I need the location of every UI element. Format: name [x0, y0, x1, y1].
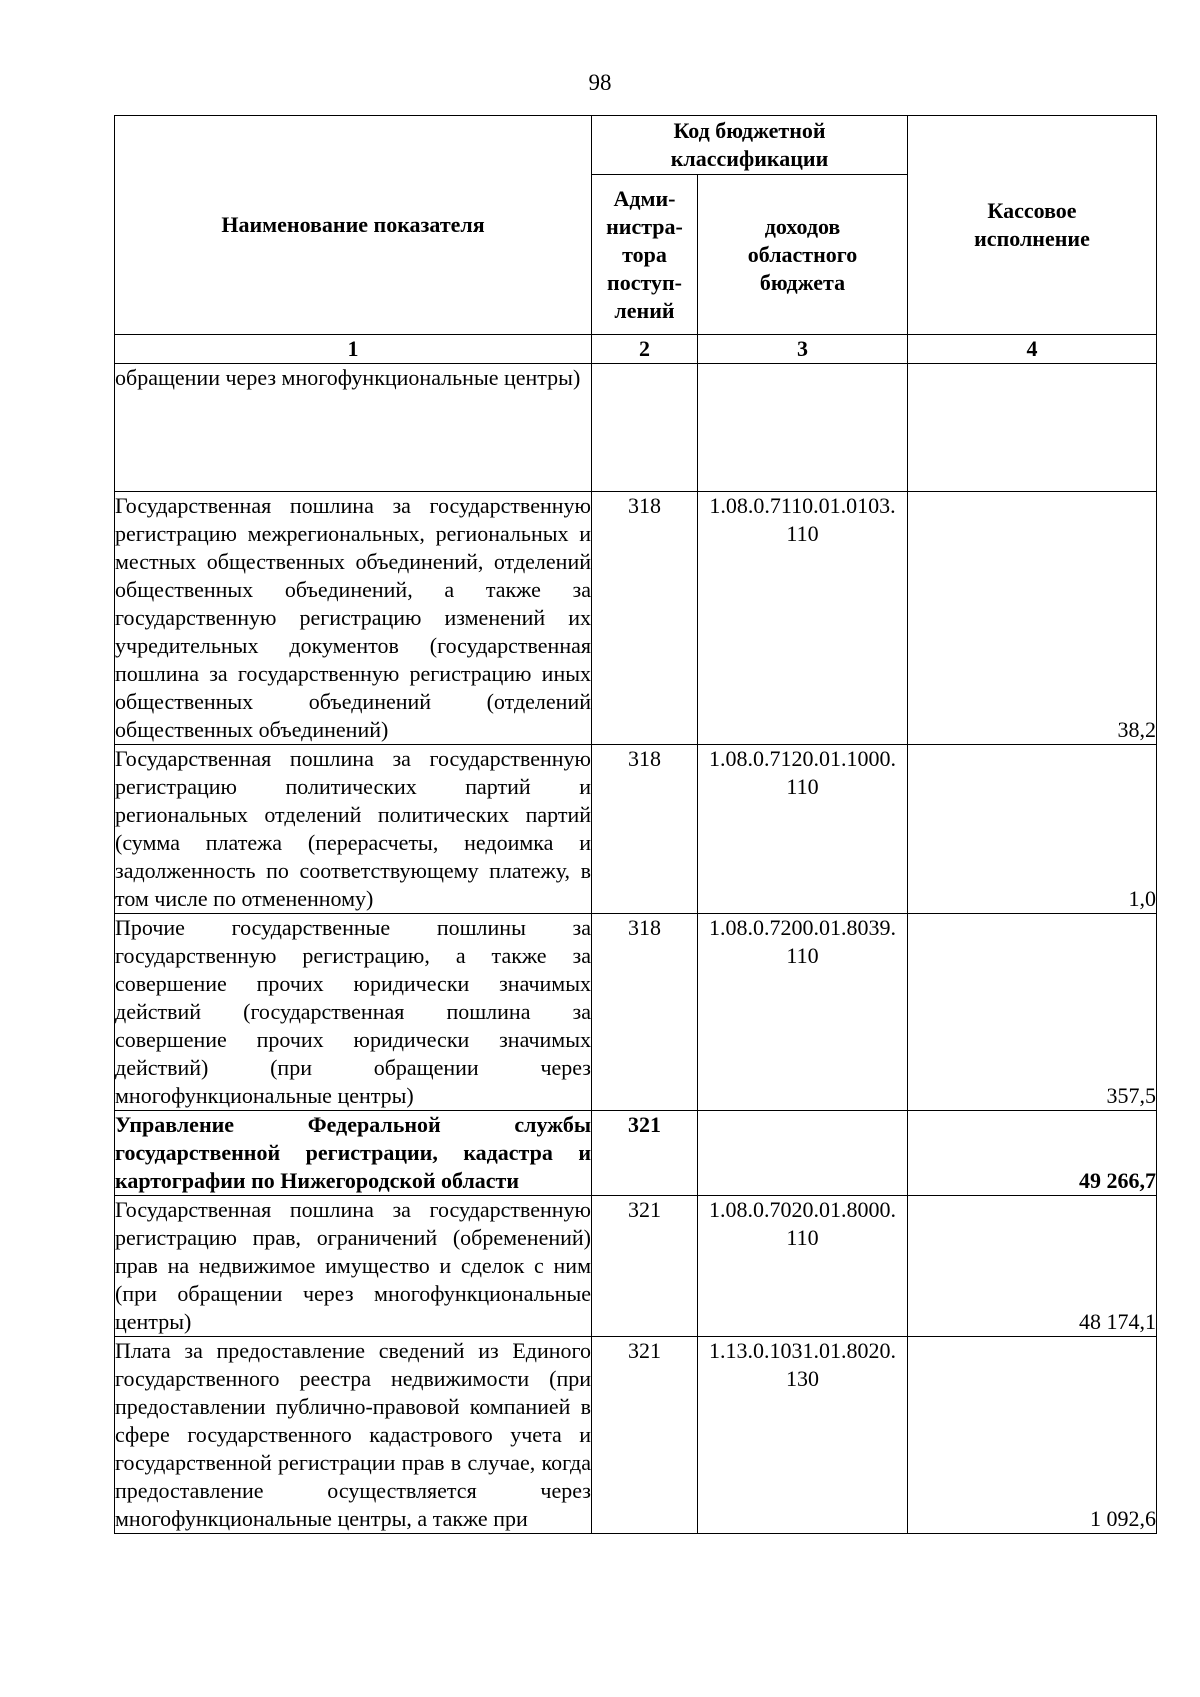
execution-amount: 357,5: [908, 914, 1157, 1111]
execution-amount: 38,2: [908, 492, 1157, 745]
header-admin: Адми-нистра-тора поступ-лений: [592, 175, 698, 335]
income-code: [698, 745, 908, 914]
indicator-name: обращении через многофункциональные центры): [115, 364, 592, 492]
table-header: [115, 116, 1157, 364]
execution-amount: 1,0: [908, 745, 1157, 914]
indicator-name: Государственная пошлина за государственную регистрацию политических партий и региональных отделений политических партий (сумма платежа (перерасчеты, недоимка и задолженность по соответствующему платежу, в том числе по отмененному): [115, 745, 592, 914]
header-code-group: Код бюджетной классификации: [592, 116, 908, 175]
budget-table: [114, 115, 1157, 1534]
income-code-line: 1.08.0.7110.01.0103.: [709, 493, 896, 518]
table-body: [115, 364, 1157, 1534]
income-code-line: 110: [786, 521, 819, 546]
income-code-line: 130: [786, 1366, 819, 1391]
execution-amount: 1 092,6: [908, 1337, 1157, 1534]
indicator-name: Прочие государственные пошлины за государственную регистрацию, а также за совершение прочих юридически значимых действий (государственная пошлина за совершение прочих юридически значимых действий) (при обращении через многофункциональные центры): [115, 914, 592, 1111]
income-code-line: 1.08.0.7020.01.8000.: [709, 1197, 896, 1222]
column-number: 4: [908, 335, 1157, 364]
indicator-name: Государственная пошлина за государственную регистрацию межрегиональных, региональных и местных общественных объединений, отделений общественных объединений, а также за государственную регистрацию изменений их учредительных документов (государственная пошлина за государственную регистрацию иных общественных объединений (отделений общественных объединений): [115, 492, 592, 745]
column-number: 2: [592, 335, 698, 364]
table-row: [115, 1337, 1157, 1534]
execution-amount: 49 266,7: [908, 1111, 1157, 1196]
admin-code: 318: [592, 914, 698, 1111]
admin-code: 321: [592, 1196, 698, 1337]
table-row-section-total: [115, 1111, 1157, 1196]
admin-code: 321: [592, 1111, 698, 1196]
execution-amount: 48 174,1: [908, 1196, 1157, 1337]
income-code: [698, 1111, 908, 1196]
header-income: доходов областного бюджета: [698, 175, 908, 335]
income-code: [698, 1196, 908, 1337]
income-code-line: 1.08.0.7120.01.1000.: [709, 746, 896, 771]
income-code-line: 1.08.0.7200.01.8039.: [709, 915, 896, 940]
indicator-name: Управление Федеральной службы государственной регистрации, кадастра и картографии по Нижегородской области: [115, 1111, 592, 1196]
income-code: [698, 364, 908, 492]
column-number: 1: [115, 335, 592, 364]
header-execution: Кассовое исполнение: [908, 116, 1157, 335]
income-code-line: 110: [786, 943, 819, 968]
income-code: [698, 914, 908, 1111]
income-code-line: 1.13.0.1031.01.8020.: [709, 1338, 896, 1363]
table-row: [115, 1196, 1157, 1337]
header-name: Наименование показателя: [115, 116, 592, 335]
page-number: 98: [588, 70, 612, 95]
table-row: [115, 914, 1157, 1111]
execution-amount: [908, 364, 1157, 492]
table-row: [115, 745, 1157, 914]
admin-code: 318: [592, 745, 698, 914]
admin-code: 321: [592, 1337, 698, 1534]
indicator-name: Плата за предоставление сведений из Единого государственного реестра недвижимости (при предоставлении публично-правовой компанией в сфере государственного кадастрового учета и государственной регистрации прав в случае, когда предоставление осуществляется через многофункциональные центры, а также при: [115, 1337, 592, 1534]
table-row: [115, 492, 1157, 745]
income-code: [698, 1337, 908, 1534]
column-number: 3: [698, 335, 908, 364]
admin-code: [592, 364, 698, 492]
indicator-name: Государственная пошлина за государственную регистрацию прав, ограничений (обременений) прав на недвижимое имущество и сделок с ним (при обращении через многофункциональные центры): [115, 1196, 592, 1337]
admin-code: 318: [592, 492, 698, 745]
income-code-line: 110: [786, 1225, 819, 1250]
income-code: [698, 492, 908, 745]
table-row: [115, 364, 1157, 492]
column-numbers-row: [115, 335, 1157, 364]
income-code-line: 110: [786, 774, 819, 799]
